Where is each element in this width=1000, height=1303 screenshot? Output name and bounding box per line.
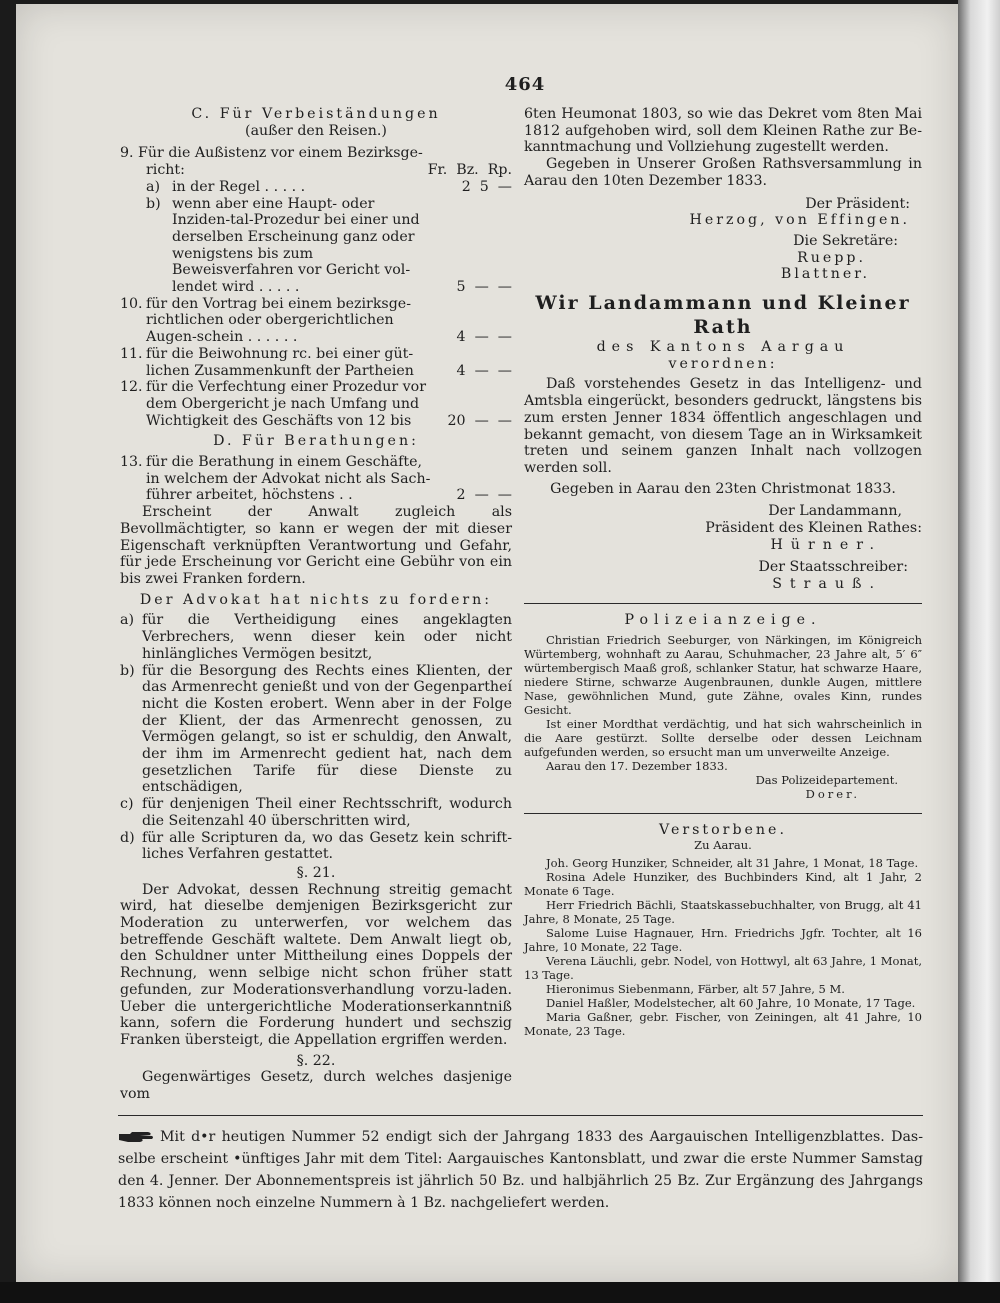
advokat-heading: Der Advokat hat nichts zu fordern: bbox=[139, 591, 493, 608]
fee-amount: 20 — — bbox=[447, 412, 512, 429]
footer-notice-text: Mit d•r heutigen Nummer 52 endigt sich der Jahrgang 1833 des Aargauischen Intelligenzblattes. Das-selbe erscheint •ünftiges Jahr mit dem Titel: Aargauisches Kantonsblatt, und zwar die erste Nummer Samstag den 4. Jenner. Der Abonnementspreis ist jährlich 50 Bz. und halbjährlich 25 Bz. Zur Ergänzung des Jahrgangs 1833 können noch einzelne Nummern à 1 Bz. nachgeliefert werden. bbox=[118, 1129, 923, 1211]
landammann-title: Präsident des Kleinen Rathes: bbox=[705, 520, 922, 537]
death-entry: Maria Gaßner, gebr. Fischer, von Zeiningen, alt 41 Jahre, 10 Monate, 23 Tage. bbox=[524, 1010, 922, 1039]
fee-amount: 4 — — bbox=[456, 329, 512, 346]
section-c-subtitle: (außer den Reisen.) bbox=[245, 122, 387, 139]
paragraph-anwalt: Erscheint der Anwalt zugleich als Bevollmächtigter, so kann er wegen der mit dieser Eigenschaft verknüpften Verantwortung und Gefahr, für jede Erscheinung vor Gericht eine Gebühr von ein bis zwei Franken fordern. bbox=[120, 504, 512, 587]
list-item-text: für alle Scripturen da, wo das Gesetz kein schrift-liches Verfahren gestattet. bbox=[142, 829, 512, 863]
staatsschreiber-label: Der Staatsschreiber: bbox=[758, 559, 908, 576]
list-item-text: für denjenigen Theil einer Rechtsschrift, wodurch die Seitenzahl 40 überschritten wird, bbox=[142, 796, 512, 829]
section-22-title: §. 22. bbox=[296, 1052, 336, 1069]
polizei-signer: Dorer. bbox=[805, 786, 860, 801]
fee-item-label: für die Verfechtung einer Prozedur vor dem Obergericht je nach Umfang und Wichtigkeit des Geschäfts von 12 bis bbox=[146, 379, 426, 429]
death-entry: Daniel Haßler, Modelstecher, alt 60 Jahre, 10 Monate, 17 Tage. bbox=[546, 996, 916, 1011]
fee-item-label: in der Regel . . . . . bbox=[172, 178, 306, 195]
polizei-date: Aarau den 17. Dezember 1833. bbox=[546, 758, 728, 773]
fee-item-10: 10. für den Vortrag bei einem bezirksge-richtlichen oder obergerichtlichen Augen-schein . . . . . . 4 — — bbox=[120, 295, 512, 346]
verstorbene-heading: Verstorbene. bbox=[659, 821, 787, 838]
list-item-c: c) für denjenigen Theil einer Rechtsschrift, wodurch die Seitenzahl 40 überschritten wird, bbox=[120, 796, 512, 829]
decree-heading: Wir Landammann und Kleiner Rath bbox=[535, 292, 911, 339]
fee-item-9a: a) in der Regel . . . . . 2 5 — bbox=[146, 178, 512, 195]
death-entry: Hieronimus Siebenmann, Färber, alt 57 Jahre, 5 M. bbox=[546, 982, 845, 997]
sekretaer-1: Ruepp. bbox=[797, 249, 866, 266]
fee-amount: 2 — — bbox=[456, 487, 512, 504]
given-grossrat: Gegeben in Unserer Großen Rathsversammlung in Aarau den 10ten Dezember 1833. bbox=[524, 156, 922, 189]
fee-amount: 2 5 — bbox=[461, 178, 512, 195]
footer-notice bbox=[118, 1126, 923, 1214]
book-edge bbox=[958, 0, 1000, 1303]
divider bbox=[524, 603, 922, 604]
fee-amount: 4 — — bbox=[456, 362, 512, 379]
decree-subheading-1: des Kantons Aargau bbox=[596, 339, 850, 356]
decree-text: Daß vorstehendes Gesetz in das Intelligenz- und Amtsbla eingerückt, besonders gedruckt, längstens bis zum ersten Jenner 1834 öffentlich angeschlagen und bekannt gemacht, von diesem Tage an in Wirksamkeit treten und seinem ganzen Inhalt nach vollzogen werden soll. bbox=[524, 376, 922, 476]
divider bbox=[524, 813, 922, 814]
fee-item-label: wenn aber eine Haupt- oder Inziden-tal-Prozedur bei einer und derselben Erscheinung ganz oder wenigstens bis zum Beweisverfahren vor Gericht vol-lendet wird . . . . . bbox=[172, 195, 420, 296]
fee-item-label: für den Vortrag bei einem bezirksge-richtlichen oder obergerichtlichen Augen-schein . . . . . . bbox=[146, 295, 411, 346]
page-number: 464 bbox=[504, 74, 546, 95]
scan-shadow bbox=[0, 1282, 1000, 1303]
praesident-label: Der Präsident: bbox=[805, 195, 910, 212]
section-22-text: Gegenwärtiges Gesetz, durch welches dasjenige vom bbox=[120, 1069, 512, 1103]
polizei-department: Das Polizeidepartement. bbox=[755, 772, 898, 787]
section-21-text: Der Advokat, dessen Rechnung streitig gemacht wird, hat dieselbe demjenigen Bezirksgericht zur Moderation zu unterwerfen, vor welchem das betreffende Geschäft waltete. Dem Anwalt liegt ob, den Schuldner unter Mittheilung eines Doppels der Rechnung, wenn selbige nicht schon früher statt gefunden, zur Moderationsverhandlung vorzu-laden. Ueber die untergerichtliche Moderationserkanntniß kann, sofern die Forderung hundert und sechszig Franken übersteigt, die Appellation ergriffen werden. bbox=[120, 881, 512, 1048]
list-item-text: für die Besorgung des Rechts eines Klienten, der das Armenrecht genießt und von der Gegenpartheí nicht die Kosten erobert. Wenn aber in der Folge der Klient, der das Armenrecht genossen, zu Vermögen gelangt, so ist er schuldig, den Anwalt, der ihm im Armenrecht gedient hat, nach dem gesetzlichen Tarife für diese Dienste zu entschädigen, bbox=[142, 662, 512, 796]
polizei-text-2: Ist einer Mordthat verdächtig, und hat sich wahrscheinlich in die Aare gestürzt. Sollte derselbe oder dessen Leichnam aufgefunden werden, so ersucht man um unverweilte Anzeige. bbox=[524, 716, 922, 759]
fee-item-11: 11. für die Beiwohnung rc. bei einer güt-lichen Zusammenkunft der Partheien 4 — — bbox=[120, 345, 512, 379]
list-item-b: b) für die Besorgung des Rechts eines Klienten, der das Armenrecht genießt und von der Gegenpartheí nicht die Kosten erobert. Wenn aber in der Folge der Klient, der das Armenrecht genossen, zu Vermögen gelangt, so ist er schuldig, den Anwalt, der ihm im Armenrecht gedient hat, nach dem gesetzlichen Tarife für diese Dienste zu entschädigen, bbox=[120, 662, 512, 796]
staatsschreiber-name: Strauß. bbox=[772, 576, 882, 593]
death-entry: Herr Friedrich Bächli, Staatskassebuchhalter, von Brugg, alt 41 Jahre, 8 Monate, 25 Tage. bbox=[524, 898, 922, 927]
landammann-name: Hürner. bbox=[770, 536, 882, 553]
death-entry: Rosina Adele Hunziker, des Buchbinders Kind, alt 1 Jahr, 2 Monate 6 Tage. bbox=[524, 870, 922, 899]
death-entry: Joh. Georg Hunziker, Schneider, alt 31 Jahre, 1 Monat, 18 Tage. bbox=[546, 856, 919, 871]
polizei-text: Christian Friedrich Seeburger, von Närkingen, im Königreich Würtemberg, wohnhaft zu Aarau, Schuhmacher, 23 Jahre alt, 5′ 6″ würtembergisch Maaß groß, schlanker Statur, hat schwarze Haare, niedere Stirne, schwarze Augenbraunen, dunkle Augen, mittlere Nase, gewöhnlichen Mund, gute Zähne, ovales Kinn, rundes Gesicht. bbox=[524, 632, 922, 717]
item-9-header bbox=[120, 162, 512, 179]
landammann-label: Der Landammann, bbox=[768, 503, 902, 520]
footer-divider bbox=[118, 1115, 923, 1116]
death-entry: Salome Luise Hagnauer, Hrn. Friedrichs Jgfr. Tochter, alt 16 Jahre, 10 Monate, 22 Tage. bbox=[524, 926, 922, 955]
list-item-d: d) für alle Scripturen da, wo das Gesetz kein schrift-liches Verfahren gestattet. bbox=[120, 829, 512, 863]
section-c-title: C. Für Verbeiständungen bbox=[191, 106, 441, 122]
fee-item-label: für die Berathung in einem Geschäfte, in welchem der Advokat nicht als Sach-führer arbeitet, höchstens . . bbox=[146, 454, 431, 504]
sekretaer-2: Blattner. bbox=[780, 266, 870, 283]
item-9-text: 9. Für die Außistenz vor einem Bezirksge- bbox=[120, 145, 423, 162]
list-item-text: für die Vertheidigung eines angeklagten Verbrechers, wenn dieser kein oder nicht hinlängliches Vermögen besitzt, bbox=[142, 612, 512, 662]
item-9-text2: richt: bbox=[146, 162, 185, 179]
decree-subheading-2: verordnen: bbox=[668, 355, 778, 372]
fee-item-12: 12. für die Verfechtung einer Prozedur vor dem Obergericht je nach Umfang und Wichtigkeit des Geschäfts von 12 bis 20 — — bbox=[120, 379, 512, 429]
death-entry: Verena Läuchli, gebr. Nodel, von Hottwyl, alt 63 Jahre, 1 Monat, 13 Tage. bbox=[524, 954, 922, 983]
verstorbene-place: Zu Aarau. bbox=[694, 838, 752, 853]
fee-amount: 5 — — bbox=[456, 279, 512, 296]
sekretaere-label: Die Sekretäre: bbox=[793, 232, 898, 249]
list-item-a: a) für die Vertheidigung eines angeklagten Verbrechers, wenn dieser kein oder nicht hinlängliches Vermögen besitzt, bbox=[120, 612, 512, 662]
pointing-hand-icon bbox=[118, 1130, 154, 1144]
section-21-title: §. 21. bbox=[296, 864, 336, 881]
currency-headers: Fr. Bz. Rp. bbox=[427, 162, 512, 179]
fee-item-13: 13. für die Berathung in einem Geschäfte, in welchem der Advokat nicht als Sach-führer arbeitet, höchstens . . 2 — — bbox=[120, 454, 512, 504]
given-rath: Gegeben in Aarau den 23ten Christmonat 1833. bbox=[550, 480, 896, 497]
praesident-name: Herzog, von Effingen. bbox=[689, 212, 910, 229]
right-column bbox=[524, 106, 922, 1038]
left-column bbox=[120, 106, 512, 1103]
section-d-title: D. Für Berathungen: bbox=[213, 433, 419, 450]
deaths-list bbox=[524, 856, 922, 1038]
polizei-heading: Polizeianzeige. bbox=[624, 611, 822, 628]
fee-item-label: für die Beiwohnung rc. bei einer güt-lichen Zusammenkunft der Partheien bbox=[146, 345, 414, 379]
law-continuation: 6ten Heumonat 1803, so wie das Dekret vom 8ten Mai 1812 aufgehoben wird, soll dem Kleinen Rathe zur Be-kanntmachung und Vollziehung zugestellt werden. bbox=[524, 106, 922, 156]
fee-item-9b: b) wenn aber eine Haupt- oder Inziden-tal-Prozedur bei einer und derselben Erscheinung ganz oder wenigstens bis zum Beweisverfahren vor Gericht vol-lendet wird . . . . . 5 — — bbox=[146, 195, 512, 296]
